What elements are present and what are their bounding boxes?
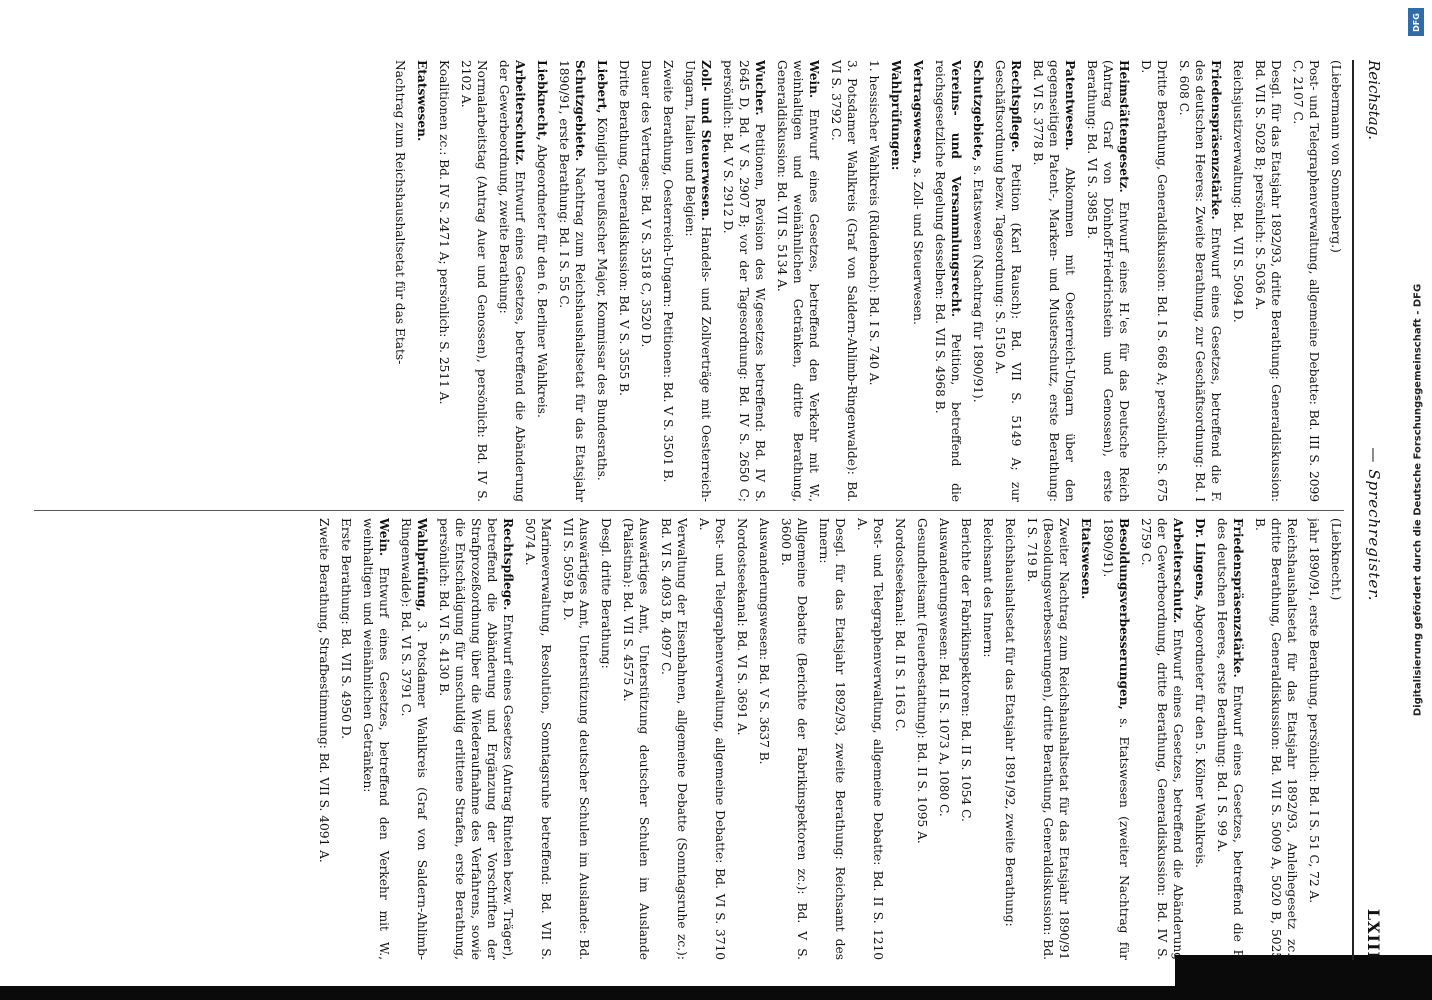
entry-heading: Arbeiterschutz.: [513, 60, 527, 166]
entry-text: Nachtrag zum Reichshaushaltsetat für das Etats-: [393, 60, 407, 365]
index-entry: [892, 518, 908, 960]
index-entry: [458, 60, 490, 502]
entry-heading: Etatswesen.: [1079, 518, 1093, 600]
entry-text: Auswanderungswesen: Bd. II S. 1073 A, 1080 C.: [937, 518, 951, 817]
index-column-left: [24, 60, 1344, 502]
entry-text: Dauer des Vertrages: Bd. V S. 3518 C, 3520 D.: [639, 60, 653, 348]
entry-heading: Besoldungsverbesserungen,: [1117, 518, 1131, 710]
running-head: [1352, 60, 1394, 960]
index-entry: [338, 518, 354, 960]
entry-text: Post- und Telegraphenverwaltung, allgemeine Debatte: Bd. VI S. 3710 A.: [697, 518, 727, 960]
index-entry: [392, 60, 408, 502]
entry-heading: Liebert,: [595, 60, 609, 114]
entry-text: Auswärtiges Amt, Unterstützung deutscher Schulen im Auslande: Bd. VII S. 5059 B, D.: [561, 518, 591, 960]
index-entry: [888, 60, 904, 502]
entry-heading: Liebknecht,: [535, 60, 549, 141]
index-entry: [436, 60, 452, 502]
entry-text: Petition, betreffend die reichsgesetzliche Regelung desselben: Bd. VII S. 4968 B.: [933, 60, 963, 502]
entry-text: Petition (Karl Rausch): Bd. VII S. 5149 A; zur Geschäftsordnung bezw. Tagesordnung: S. 5150 A.: [993, 60, 1023, 502]
index-entry: [594, 60, 610, 502]
running-head-center: — Sprechregister.: [1365, 447, 1383, 602]
index-entry: [638, 60, 654, 502]
entry-text: Koalitionen zc.: Bd. IV S. 2471 A; persönlich: S. 2511 A.: [437, 60, 451, 405]
entry-text: Entwurf eines Gesetzes, betreffend die Abänderung der Gewerbeordnung, zweite Berathung:: [497, 60, 527, 502]
index-entry: [560, 518, 592, 960]
index-entry: [1252, 518, 1300, 960]
index-entry: [1192, 518, 1208, 960]
entry-text: jahr 1890/91, erste Berathung, persönlich: Bd. I S. 51 C, 72 A.: [1307, 518, 1321, 904]
entry-text: Entwurf eines Gesetzes, betreffend die F. des deutschen Heeres: Zweite Berathung, zur Geschäftsordnung: Bd. I S. 608 C.: [1177, 60, 1223, 502]
entry-heading: Wein.: [377, 518, 391, 557]
entry-heading: Rechtspflege.: [1009, 60, 1023, 153]
entry-heading: Schutzgebiete.: [573, 60, 587, 162]
index-entry: [774, 60, 822, 502]
index-entry: [914, 518, 930, 960]
entry-text: Allgemeine Debatte (Berichte der Fabrikinspektoren zc.): Bd. V S. 3600 B.: [779, 518, 809, 960]
entry-heading: Heimstättengesetz.: [1117, 60, 1131, 193]
entry-text: Berichte der Fabrikinspektoren: Bd. II S. 1054 C.: [959, 518, 973, 822]
index-entry: [414, 60, 430, 502]
index-entry: [992, 60, 1024, 502]
entry-heading: Dr. Lingens,: [1193, 518, 1207, 601]
entry-text: Zweite Berathung, Strafbestimmung: Bd. VII S. 4091 A.: [317, 518, 331, 863]
entry-heading: Etatswesen.: [415, 60, 429, 142]
index-entry: [660, 60, 676, 502]
entry-text: Post- und Telegraphenverwaltung, allgemeine Debatte: Bd. II S. 1210 A.: [855, 518, 885, 960]
entry-text: 3. Potsdamer Wahlkreis (Graf von Saldern-Ahlimb-Ringenwalde): Bd. VI S. 3791 C.: [399, 518, 429, 960]
entry-text: Marineverwaltung, Resolution, Sonntagsruhe betreffend: Bd. VII S. 5074 A.: [523, 518, 553, 960]
entry-text: Entwurf eines Gesetzes, betreffend die F. des deutschen Heeres, erste Berathung: Bd. I S. 99 A.: [1215, 518, 1245, 960]
entry-heading: Wahlprüfungen:: [889, 60, 903, 171]
digitization-credit: Digitalisierung gefördert durch die Deutsche Forschungsgemeinschaft - DFG: [1412, 283, 1424, 717]
entry-heading: Friedenspräsenzstärke.: [1231, 518, 1245, 678]
entry-text: Nordostseekanal: Bd. VI S. 3691 A.: [735, 518, 749, 736]
index-entry: [910, 60, 926, 502]
entry-text: Abgeordneter für den 5. Kölner Wahlkreis.: [1193, 604, 1207, 869]
entry-text: s. Etatswesen (zweiter Nachtrag für 1890/91).: [1101, 518, 1131, 960]
index-entry: [696, 518, 728, 960]
entry-text: Abgeordneter für den 6. Berliner Wahlkreis.: [535, 144, 549, 418]
entry-text: Entwurf eines H.'es für das Deutsche Reich (Antrag Graf von Dönhoff-Friedrichstein und Genossen), erste Berathung: Bd. VI S. 3985 B.: [1085, 60, 1131, 502]
index-entry: [936, 518, 952, 960]
index-entry: [616, 60, 632, 502]
entry-text: Zweiter Nachtrag zum Reichshaushaltsetat für das Etatsjahr 1890/91 (Besoldungsverbesserungen), dritte Berathung, Generaldiskussion: Bd. I S. 719 B.: [1025, 518, 1071, 960]
entry-text: Entwurf eines Gesetzes, betreffend die Abänderung der Gewerbeordnung, dritte Berathung, Generaldiskussion: Bd. IV S. 2759 C.: [1139, 518, 1185, 960]
entry-heading: Wucher.: [753, 60, 767, 116]
dfg-logo: DFG: [1408, 8, 1424, 36]
entry-text: Reichshaushaltsetat für das Etatsjahr 1891/92, zweite Berathung:: [1003, 518, 1017, 927]
entry-heading: Wahlprüfung,: [415, 518, 429, 612]
entry-text: Handels- und Zollverträge mit Oesterreich-Ungarn, Italien und Belgien:: [683, 60, 713, 502]
index-entry: [778, 518, 810, 960]
entry-text: Petitionen, Revision des W.gesetzes betreffend: Bd. IV S. 2645 D, Bd. V S. 2907 B; vor der Tagesordnung: Bd. IV S. 2650 C; persönlich: Bd. V S. 2912 D.: [721, 60, 767, 502]
index-entry: [932, 60, 964, 502]
index-entry: [1024, 518, 1072, 960]
entry-text: Entwurf eines Gesetzes, betreffend den Verkehr mit W., weinhaltigen und weinähnlichen Getränken, dritte Berathung, Generaldiskussion: Bd. VII S. 5134 A.: [775, 60, 821, 502]
index-entry: [1030, 60, 1078, 502]
entry-text: 3. Potsdamer Wahlkreis (Graf von Saldern-Ahlimb-Ringenwalde): Bd. VI S. 3792 C.: [829, 60, 859, 502]
entry-text: Entwurf eines Gesetzes (Antrag Rintelen bezw. Träger), betreffend die Abänderung und Ergänzung der Vorschriften der Strafprozeßordnung über die Wiederaufnahme des Verfahrens, sowie die Entschädigung für unschuldig erlittene Strafen, erste Berathung, persönlich: Bd. VI S. 4130 B.: [437, 518, 515, 960]
entry-text: Auswärtiges Amt, Unterstützung deutscher Schulen im Auslande (Palästina): Bd. VII S. 4575 A.: [621, 518, 651, 960]
entry-text: Zweite Berathung, Oesterreich-Ungarn: Petitionen: Bd. V S. 3501 B.: [661, 60, 675, 483]
entry-text: Erste Berathung: Bd. VII S. 4950 D.: [339, 518, 353, 740]
index-entry: [1078, 518, 1094, 960]
entry-text: Königlich preußischer Major, Kommissar des Bundesraths.: [595, 117, 609, 481]
entry-heading: Vereins- und Versammlungsrecht.: [949, 60, 963, 318]
entry-text: Desgl. für das Etatsjahr 1892/93, dritte Berathung: Generaldiskussion: Bd. VII S. 5028 B; persönlich: S. 5036 A.: [1253, 60, 1283, 502]
index-entry: [598, 518, 614, 960]
entry-heading: Schutzgebiete,: [971, 60, 985, 162]
index-entry: [436, 518, 516, 960]
index-entry: [398, 518, 430, 960]
index-entry: [734, 518, 750, 960]
index-entry: [682, 60, 714, 502]
entry-heading: Arbeiterschutz.: [1171, 518, 1185, 624]
index-entry: [534, 60, 550, 502]
index-entry: [496, 60, 528, 502]
index-entry: [1290, 60, 1322, 502]
index-entry: [316, 518, 332, 960]
index-entry: [1230, 60, 1246, 502]
entry-heading: Vertragswesen,: [911, 60, 925, 164]
entry-text: Reichsamt des Innern:: [981, 518, 995, 658]
entry-text: Entwurf eines Gesetzes, betreffend den Verkehr mit W., weinhaltigen und weinähnlichen Getränken:: [361, 518, 391, 960]
index-entry: [756, 518, 772, 960]
entry-heading: Patentwesen.: [1063, 60, 1077, 151]
entry-text: Abkommen mit Oesterreich-Ungarn über den gegenseitigen Patent-, Marken- und Musterschutz, erste Berathung: Bd. VI S. 3778 B.: [1031, 60, 1077, 502]
index-entry: [828, 60, 860, 502]
entry-heading: Friedenspräsenzstärke.: [1209, 60, 1223, 220]
index-entry: [522, 518, 554, 960]
entry-heading: Wein.: [807, 60, 821, 99]
index-entry: [970, 60, 986, 502]
entry-text: Verwaltung der Eisenbahnen, allgemeine Debatte (Sonntagsruhe zc.): Bd. VI S. 4093 B, 4097 C.: [659, 518, 689, 960]
index-entry: [958, 518, 974, 960]
index-column-right: [24, 518, 1344, 960]
index-entry: [360, 518, 392, 960]
index-entry: [1176, 60, 1224, 502]
index-entry: [854, 518, 886, 960]
continuation-heading: (Liebknecht.): [1329, 518, 1343, 601]
entry-text: Dritte Berathung, Generaldiskussion: Bd. V S. 3555 B.: [617, 60, 631, 396]
index-entry: [980, 518, 996, 960]
entry-text: Desgl. dritte Berathung:: [599, 518, 613, 669]
entry-text: Desgl. für das Etatsjahr 1892/93, zweite Berathung: Reichsamt des Innern:: [817, 518, 847, 960]
index-entry: [620, 518, 652, 960]
entry-text: 1. hessischer Wahlkreis (Rüdenbach): Bd. I S. 740 A.: [867, 60, 881, 386]
index-entry: [816, 518, 848, 960]
index-entry: [1138, 518, 1186, 960]
index-entry: [1306, 518, 1322, 960]
rotated-page: [20, 60, 1400, 960]
continuation-heading: (Liebermann von Sonnenberg.): [1329, 60, 1343, 253]
page-number: LXIII: [1364, 908, 1384, 960]
index-entry: [556, 60, 588, 502]
index-entry: [1252, 60, 1284, 502]
entry-text: Nordostseekanal: Bd. II S. 1163 C.: [893, 518, 907, 732]
index-entry: [720, 60, 768, 502]
index-entry: [1002, 518, 1018, 960]
entry-text: Reichsjustizverwaltung: Bd. VII S. 5094 D.: [1231, 60, 1245, 323]
scanned-page: [20, 60, 1400, 960]
entry-text: s. Etatswesen (Nachtrag für 1890/91).: [971, 165, 985, 403]
entry-text: Dritte Berathung, Generaldiskussion: Bd. I S. 668 A; persönlich: S. 675 D.: [1139, 60, 1169, 502]
index-entry: [658, 518, 690, 960]
entry-text: Nachtrag zum Reichshaushaltsetat für das Etatsjahr 1890/91, erste Berathung: Bd. I S. 55 C.: [557, 60, 587, 502]
entry-text: Auswanderungswesen: Bd. V S. 3637 B.: [757, 518, 771, 765]
running-head-left: Reichstag.: [1365, 60, 1383, 141]
index-columns: [24, 60, 1344, 960]
entry-text: Normalarbeitstag (Antrag Auer und Genossen), persönlich: Bd. IV S. 2102 A.: [459, 60, 489, 502]
index-entry: [1138, 60, 1170, 502]
index-entry: [1084, 60, 1132, 502]
scan-edge-bottom: [0, 986, 1432, 1000]
entry-heading: Zoll- und Steuerwesen.: [699, 60, 713, 221]
entry-text: Gesundheitsamt (Feuerbestattung): Bd. II S. 1095 A.: [915, 518, 929, 844]
index-entry: [1100, 518, 1132, 960]
entry-text: Post- und Telegraphenverwaltung, allgemeine Debatte: Bd. III S. 2099 C, 2107 C.: [1291, 60, 1321, 502]
index-entry: [866, 60, 882, 502]
index-entry: [1214, 518, 1246, 960]
entry-text: s. Zoll- und Steuerwesen.: [911, 167, 925, 325]
entry-heading: Rechtspflege.: [501, 518, 515, 611]
entry-text: Reichshaushaltsetat für das Etatsjahr 1892/93, Anleihegesetz zc., dritte Berathung, Generaldiskussion: Bd. VII S. 5009 A, 5020 B, 5025 B.: [1253, 518, 1299, 960]
